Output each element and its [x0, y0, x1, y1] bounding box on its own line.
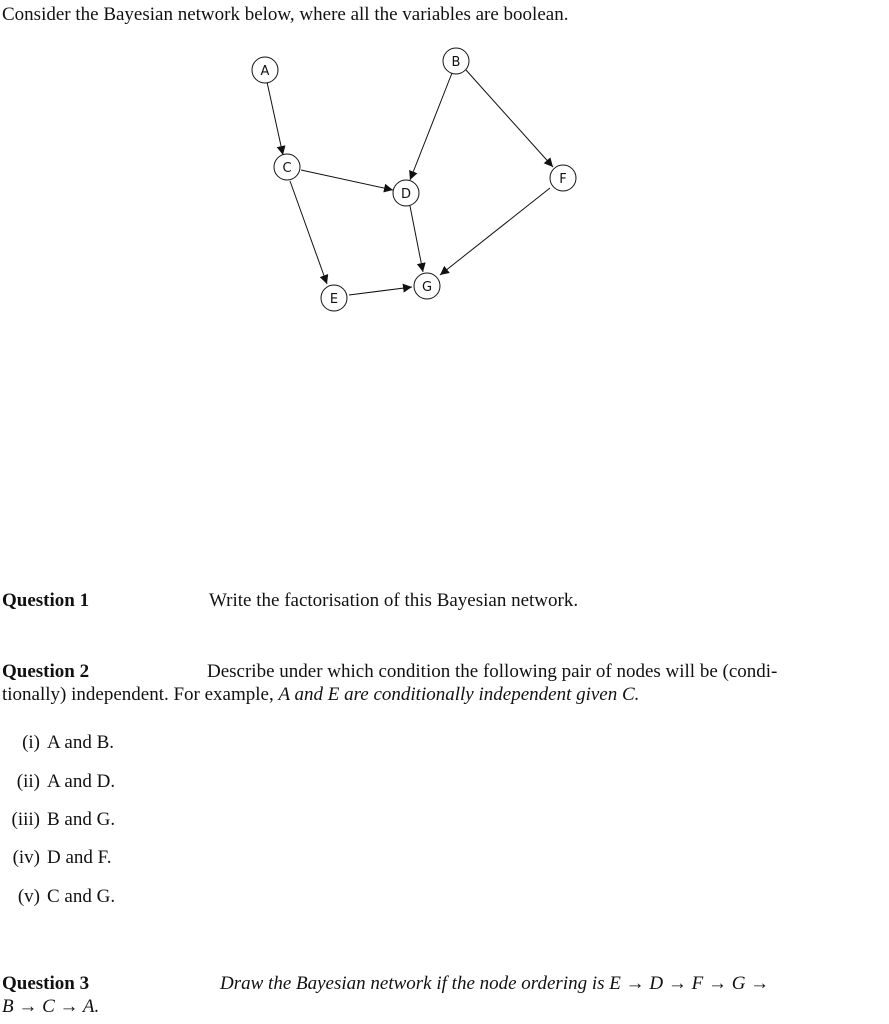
svg-text:C: C [282, 161, 292, 176]
question-2-line-1: Describe under which condition the following pair of nodes will be (condi- [207, 661, 778, 682]
q2-item-1-num: (i) [22, 732, 40, 753]
node-g [414, 273, 440, 299]
svg-text:G: G [421, 280, 433, 295]
question-2-line-2 [2, 683, 639, 706]
svg-text:E: E [329, 292, 339, 307]
question-2-label: Question 2 [2, 661, 90, 682]
q2-item-5-num: (v) [17, 886, 40, 907]
q2-item-3-text: B and G. [47, 809, 116, 830]
question-1-text: Write the factorisation of this Bayesian network. [209, 590, 579, 611]
node-f [550, 165, 576, 191]
edge-a-c [267, 82, 283, 155]
svg-text:F: F [559, 172, 567, 187]
svg-text:A: A [260, 64, 270, 79]
node-c [274, 154, 300, 180]
question-2-line-2-plain: tionally) independent. For example, [2, 684, 279, 705]
question-3-line-1: Draw the Bayesian network if the node ordering is E → D → F → G → [220, 973, 770, 994]
intro-text: Consider the Bayesian network below, where all the variables are boolean. [2, 4, 569, 25]
edge-e-g [349, 287, 412, 295]
svg-text:B: B [451, 55, 461, 70]
question-1-label: Question 1 [2, 590, 90, 611]
bayesian-network-diagram [0, 0, 889, 330]
edge-c-e [290, 181, 327, 284]
edge-c-d [301, 170, 393, 190]
question-3-label: Question 3 [2, 973, 90, 994]
edge-b-d [410, 73, 452, 180]
q2-item-3-num: (iii) [11, 809, 40, 830]
edge-d-g [410, 206, 423, 272]
q2-item-1-text: A and B. [47, 732, 115, 753]
question-3-line-2: B → C → A. [2, 996, 100, 1017]
svg-text:D: D [400, 187, 412, 202]
node-e [321, 285, 347, 311]
edge-b-f [466, 70, 553, 167]
node-d [393, 180, 419, 206]
q2-item-5-text: C and G. [47, 886, 116, 907]
node-b [443, 48, 469, 74]
q2-item-2-num: (ii) [16, 771, 40, 792]
q2-item-4-text: D and F. [47, 847, 112, 868]
q2-item-4-num: (iv) [12, 847, 40, 868]
node-a [252, 57, 278, 83]
q2-item-2-text: A and D. [47, 771, 116, 792]
edge-f-g [440, 188, 550, 275]
question-2-example: A and E are conditionally independent given C. [278, 684, 640, 705]
